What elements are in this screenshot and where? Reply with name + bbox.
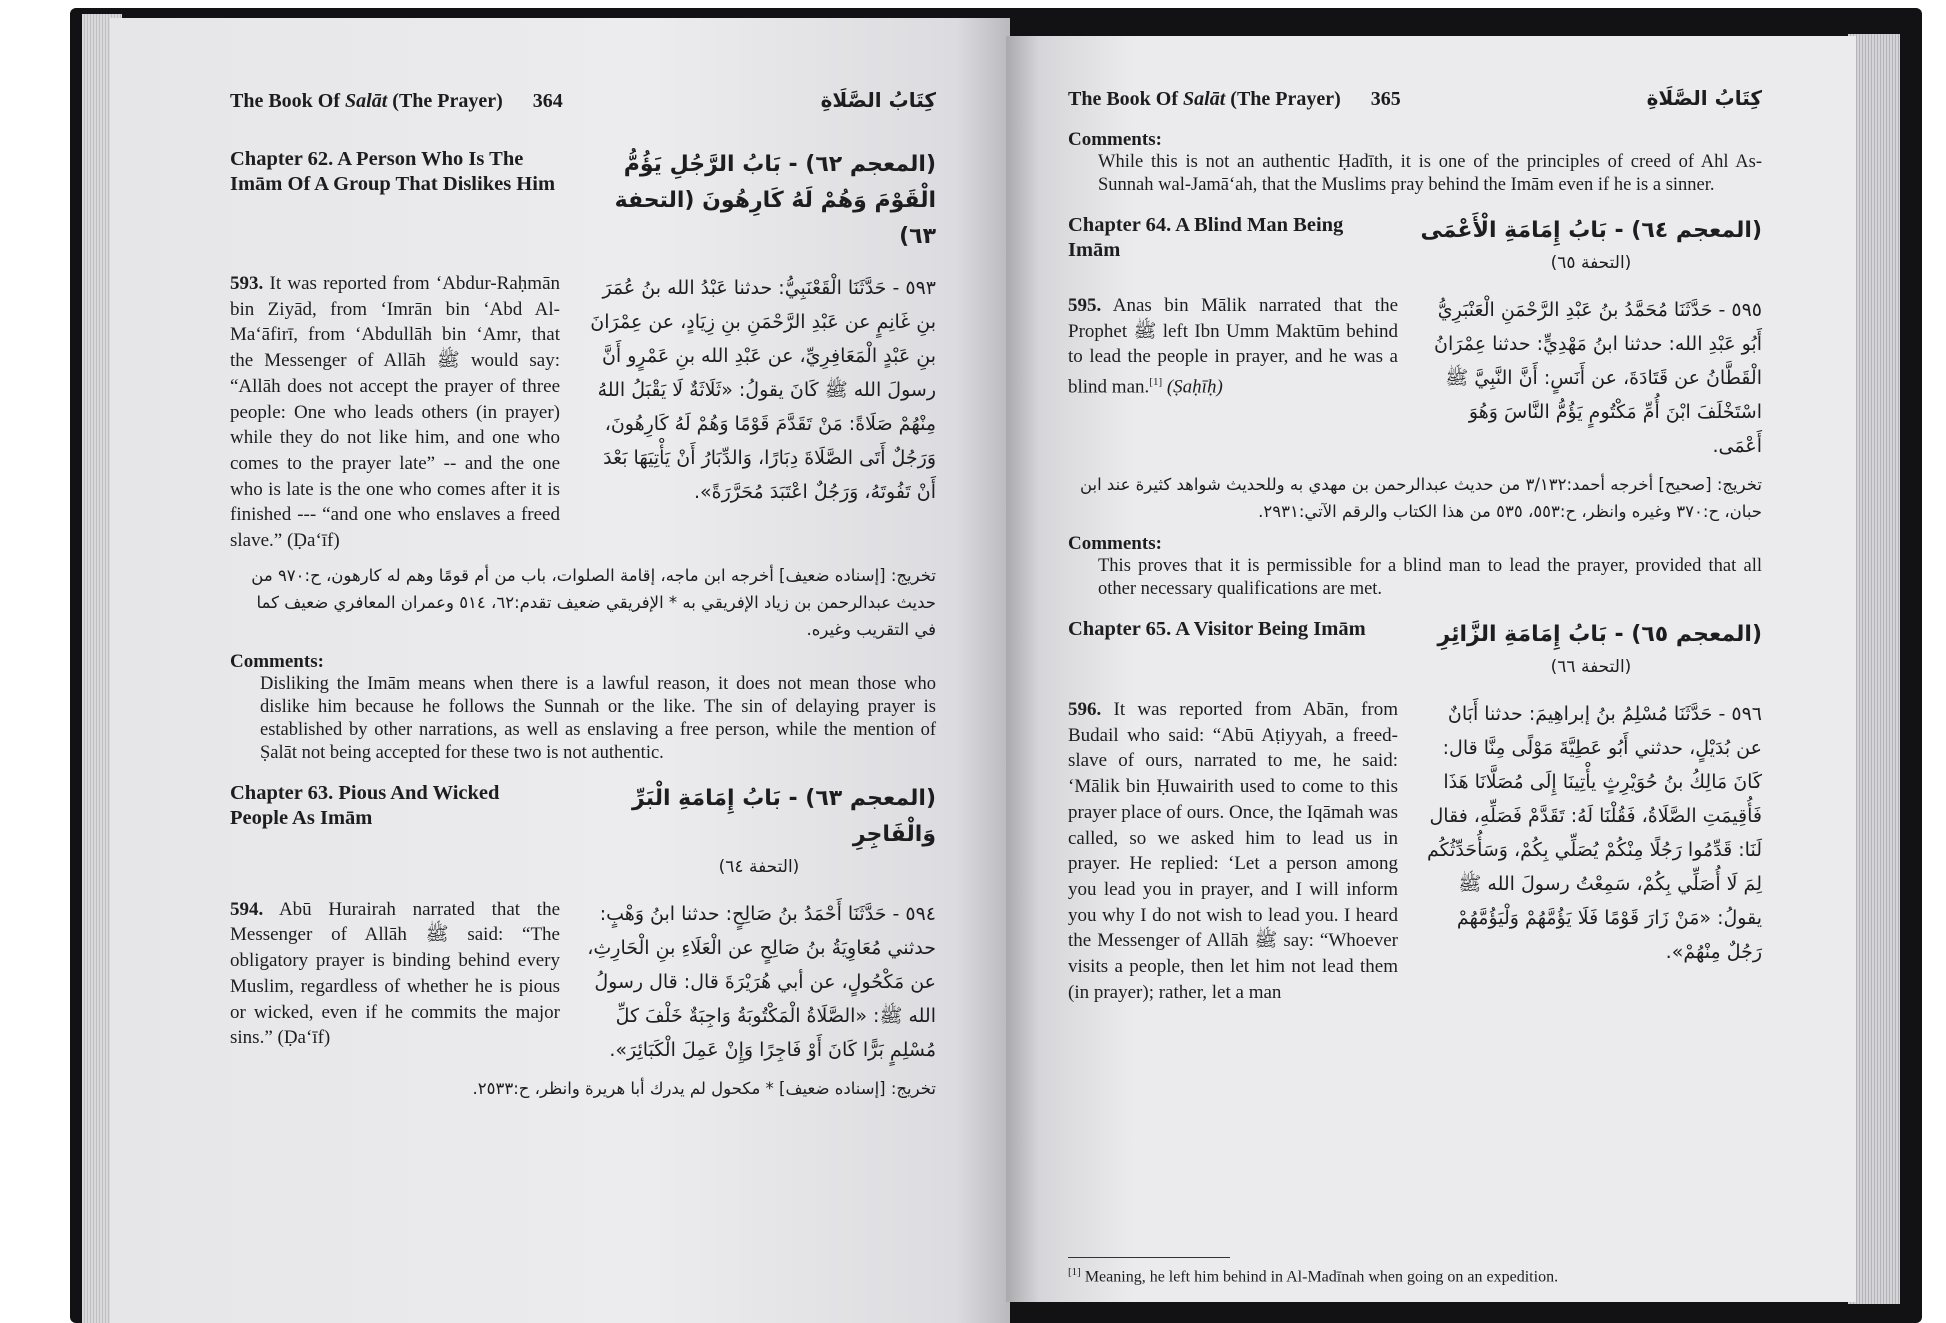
takhrij-594: تخريج: [إسناده ضعيف] * مكحول لم يدرك أبا هريرة وانظر، ح:٢٥٣٣.	[472, 1078, 936, 1098]
footnote	[1068, 1266, 1762, 1286]
header-left	[230, 90, 563, 113]
header-row	[230, 88, 936, 113]
comments-text: While this is not an authentic Ḥadīth, it is one of the principles of creed of Ahl As-Sunnah wal-Jamā‘ah, that the Muslims pray behind the Imām even if he is a sinner.	[1098, 152, 1762, 195]
header-left	[1068, 88, 1401, 111]
comments-label: Comments:	[1068, 533, 1162, 554]
hadith-text: Abū Hurairah narrated that the Messenger of Allāh ﷺ said: “The obligatory prayer is binding behind every Muslim, regardless of whether he is pious or wicked, even if he commits the major sins.” (Ḍa‘īf)	[230, 898, 561, 1049]
hadith-594-arabic: ٥٩٤ - حَدَّثَنَا أَحْمَدُ بنُ صَالِحٍ: حدثنا ابنُ وَهْبٍ: حدثني مُعَاوِيَةُ بنُ صَالِحٍ عن الْعَلَاءِ بنِ الْحَارِثِ، عن مَكْحُولٍ، عن أبي هُرَيْرَةَ قال: قال رسولُ الله ﷺ: «الصَّلَاةُ الْمَكْتُوبَةُ وَاجِبَةٌ خَلْفَ كلِّ مُسْلِمٍ بَرًّا كَانَ أَوْ فَاجِرًا وَإِنْ عَمِلَ الْكَبَائِرَ».	[587, 902, 936, 1061]
arabic-header: كِتَابُ الصَّلَاةِ	[820, 88, 936, 112]
header-italic: Salāt	[1183, 88, 1226, 110]
hadith-596-english	[1068, 697, 1398, 1005]
comments-text: Disliking the Imām means when there is a lawful reason, it does not mean those who dislike him because he follows the Sunnah or the like. The sin of delaying prayer is established by other narrations, as well as enslaving a free person, while the mention of Ṣalāt not being accepted for these two is not authentic.	[260, 673, 936, 763]
header-row	[1068, 86, 1762, 111]
running-header	[230, 90, 503, 113]
footnote-rule	[1068, 1257, 1230, 1258]
takhrij-595: تخريج: [صحيح] أخرجه أحمد:٣/١٣٢ من حديث عبدالرحمن بن مهدي به وللحديث شواهد كثيرة عند ابن حبان، ح:٣٧٠ وغيره وانظر، ح:٥٥٣، ٥٣٥ من هذا الكتاب والرقم الآتي:٢٩٣١.	[1079, 475, 1762, 521]
page-number: 365	[1370, 88, 1401, 110]
footnote-text: Meaning, he left him behind in Al-Madīnah when going on an expedition.	[1084, 1268, 1559, 1285]
header-suffix: (The Prayer)	[387, 90, 503, 112]
takhrij-593: تخريج: [إسناده ضعيف] أخرجه ابن ماجه، إقامة الصلوات، باب من أم قومًا وهم له كارهون، ح:٩٧٠ من حديث عبدالرحمن بن زياد الإفريقي به * الإفريقي ضعيف تقدم:٦٢، ٥١٤ وعمران المعافري ضعيف كما في التقريب وغيره.	[251, 565, 936, 639]
hadith-number: 593.	[230, 273, 264, 294]
header-prefix: The Book Of	[230, 90, 346, 112]
right-page-column	[1068, 86, 1762, 1286]
header-prefix: The Book Of	[1068, 88, 1184, 110]
footnote-ref[interactable]: [1]	[1149, 376, 1163, 389]
hadith-595-arabic: ٥٩٥ - حَدَّثَنَا مُحَمَّدُ بنُ عَبْدِ الرَّحْمَنِ الْعَنْبَرِيُّ أَبُو عَبْدِ الله: حدثنا ابنُ مَهْدِيٍّ: حدثنا عِمْرَانُ الْقَطَّانُ عن قَتَادَةَ، عن أَنَسٍ: أَنَّ النَّبِيَّ ﷺ اسْتَخْلَفَ ابْنَ أُمِّ مَكْتُومٍ يَؤُمُّ النَّاسَ وَهُوَ أَعْمَى.	[1434, 299, 1762, 457]
chapter-62-heading	[230, 147, 936, 255]
chapter-62-arabic-title: (المعجم ٦٢) - بَابُ الرَّجُلِ يَؤُمُّ الْقَوْمَ وَهُمْ لَهُ كَارِهُونَ (التحفة ٦٣)	[614, 152, 936, 249]
comments-text: This proves that it is permissible for a blind man to lead the prayer, provided that all other necessary qualifications are met.	[1098, 556, 1762, 599]
header-suffix: (The Prayer)	[1225, 88, 1341, 110]
hadith-number: 595.	[1068, 295, 1102, 316]
chapter-63-heading	[230, 781, 936, 881]
tuhfa-65: (التحفة ٦٥)	[1550, 253, 1632, 273]
running-header	[1068, 88, 1341, 111]
chapter-65-arabic-heading	[1420, 617, 1762, 681]
chapter-65-title: Chapter 65. A Visitor Being Imām	[1068, 618, 1366, 640]
hadith-595-english	[1068, 293, 1398, 463]
tuhfa-64: (التحفة ٦٤)	[718, 856, 800, 877]
hadith-text: It was reported from Abān, from Budail who said: “Abū Aṭiyyah, a freed-slave of ours, narrated to me, he said: ‘Mālik bin Ḥuwairith used to come to this prayer place of ours. Once, the Iqāmah was called, so we asked him to lead us in prayer. He replied: ‘Let a person among you lead you in prayer, and I will inform you why I do not wish to lead you. I heard the Messenger of Allāh ﷺ say: “Whoever visits a people, then let him not lead them (in prayer); rather, let a man	[1068, 699, 1398, 1003]
hadith-number: 596.	[1068, 699, 1102, 720]
comments-label: Comments:	[230, 650, 324, 672]
left-page	[110, 18, 1010, 1323]
arabic-header: كِتَابُ الصَّلَاةِ	[1646, 86, 1762, 110]
chapter-64-arabic-heading	[1420, 213, 1762, 277]
grade: (Ṣaḥīḥ)	[1166, 376, 1223, 398]
chapter-64-title: Chapter 64. A Blind Man Being Imām	[1068, 214, 1344, 261]
header-italic: Salāt	[345, 90, 388, 112]
hadith-number: 594.	[230, 898, 264, 920]
hadith-593-arabic: ٥٩٣ - حَدَّثَنَا الْقَعْنَبِيُّ: حدثنا عَبْدُ الله بنُ عُمَرَ بنِ غَانِمٍ عن عَبْدِ الرَّحْمَنِ بنِ زِيَادٍ، عن عِمْرَانَ بنِ عَبْدٍ الْمَعَافِرِيِّ، عن عَبْدِ الله بنِ عَمْرٍو أَنَّ رسولَ الله ﷺ كَانَ يقولُ: «ثَلَاثَةٌ لَا يَقْبَلُ اللهُ مِنْهُمْ صَلَاةً: مَنْ تَقَدَّمَ قَوْمًا وَهُمْ لَهُ كَارِهُونَ، وَرَجُلٌ أَتَى الصَّلَاةَ دِبَارًا، وَالدِّبَارُ أَنْ يَأْتِيَهَا بَعْدَ أَنْ تَفُوتَهُ، وَرَجُلٌ اعْتَبَدَ مُحَرَّرَةً».	[590, 277, 936, 503]
comments-label: Comments:	[1068, 129, 1162, 150]
hadith-text: It was reported from ‘Abdur-Raḥmān bin Ziyād, from ‘Imrān bin ‘Abd Al-Ma‘āfirī, from ‘Abdullāh bin ‘Amr, that the Messenger of Allāh ﷺ would say: “Allāh does not accept the prayer of three people: One who leads others (in prayer) while they do not like him, and one who comes to the prayer late” -- and the one who is late is the one who comes after it is finished --- “and one who enslaves a freed slave.” (Ḍa‘īf)	[230, 273, 561, 552]
hadith-594-english	[230, 897, 560, 1067]
chapter-64-arabic-title: (المعجم ٦٤) - بَابُ إِمَامَةِ الْأَعْمَى	[1420, 218, 1762, 243]
left-page-column	[230, 88, 936, 1308]
hadith-595	[1068, 293, 1762, 463]
chapter-62-title: Chapter 62. A Person Who Is The Imām Of A Group That Dislikes Him	[230, 148, 556, 195]
hadith-596-arabic: ٥٩٦ - حَدَّثَنَا مُسْلِمُ بنُ إبراهِيمَ: حدثنا أَبَانٌ عن بُدَيْلٍ، حدثني أَبُو عَطِيَّةَ مَوْلًى مِنَّا قال: كَانَ مَالِكُ بنُ حُوَيْرِثٍ يأْتِينَا إِلَى مُصَلَّانَا هَذَا فَأُقِيمَتِ الصَّلَاةُ، فَقُلْنَا لَهُ: تَقَدَّمْ فَصَلِّهِ، فقال لَنَا: قَدِّمُوا رَجُلًا مِنْكُمْ يُصَلِّي بِكُمْ، وَسَأُحَدِّثُكُم لِمَ لَا أُصَلِّي بِكُمْ، سَمِعْتُ رسولَ الله ﷺ يقولُ: «مَنْ زَارَ قَوْمًا فَلَا يَؤُمَّهُمْ وَلْيَؤُمَّهُمْ رَجُلٌ مِنْهُمْ».	[1426, 703, 1762, 963]
hadith-text: Anas bin Mālik narrated that the Prophet ﷺ left Ibn Umm Maktūm behind to lead the people in prayer, and he was a blind man.	[1068, 295, 1398, 398]
right-page	[1006, 36, 1856, 1302]
hadith-593	[230, 271, 936, 554]
chapter-65-arabic-title: (المعجم ٦٥) - بَابُ إِمَامَةِ الزَّائِرِ	[1437, 622, 1762, 647]
footnote-marker: [1]	[1068, 1265, 1081, 1278]
chapter-64-heading	[1068, 213, 1762, 277]
page-number: 364	[532, 90, 563, 112]
hadith-593-english	[230, 271, 560, 554]
chapter-65-heading	[1068, 617, 1762, 681]
chapter-63-arabic-heading	[582, 781, 936, 881]
hadith-596	[1068, 697, 1762, 1005]
chapter-63-arabic-title: (المعجم ٦٣) - بَابُ إِمَامَةِ الْبَرِّ وَالْفَاجِرِ	[632, 785, 936, 847]
tuhfa-66: (التحفة ٦٦)	[1550, 657, 1632, 677]
hadith-594	[230, 897, 936, 1067]
chapter-63-title: Chapter 63. Pious And Wicked People As Imām	[230, 781, 500, 829]
